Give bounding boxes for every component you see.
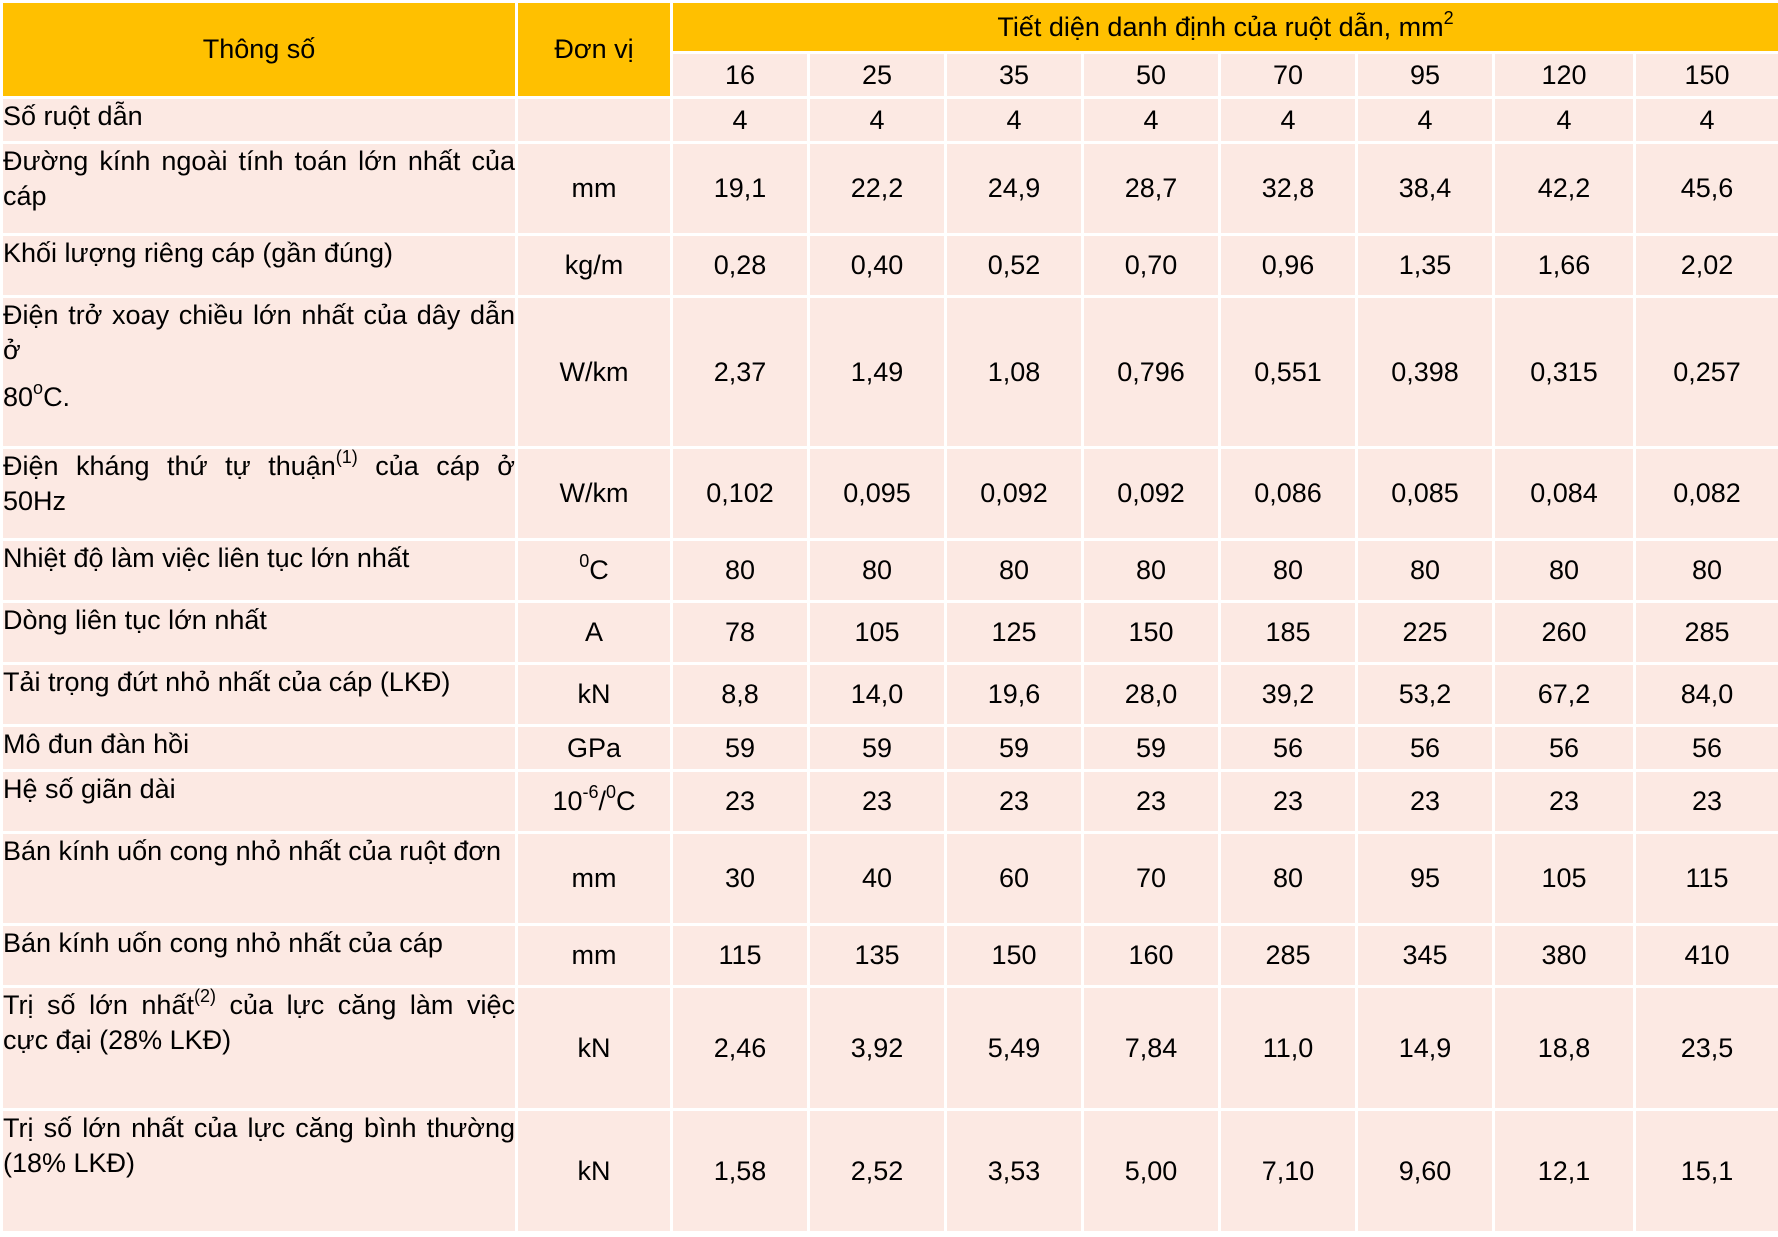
value-cell: 39,2 [1220, 664, 1357, 726]
value-cell: 185 [1220, 602, 1357, 664]
value-cell: 5,00 [1083, 1110, 1220, 1233]
unit-cell: kg/m [517, 235, 672, 297]
value-cell: 23 [809, 771, 946, 833]
table-row [2, 602, 1778, 664]
param-cell: Dòng liên tục lớn nhất [2, 602, 517, 664]
value-cell: 0,315 [1494, 297, 1635, 448]
value-cell: 67,2 [1494, 664, 1635, 726]
value-cell: 0,086 [1220, 448, 1357, 540]
value-cell: 56 [1357, 726, 1494, 771]
value-cell: 7,84 [1083, 987, 1220, 1110]
value-cell: 23 [1357, 771, 1494, 833]
value-cell: 38,4 [1357, 143, 1494, 235]
value-cell: 14,9 [1357, 987, 1494, 1110]
table-row [2, 235, 1778, 297]
value-cell: 125 [946, 602, 1083, 664]
param-cell: Mô đun đàn hồi [2, 726, 517, 771]
value-cell: 2,46 [672, 987, 809, 1110]
value-cell: 115 [1635, 833, 1778, 925]
value-cell: 160 [1083, 925, 1220, 987]
unit-slash: / [598, 786, 607, 816]
value-cell: 80 [1220, 540, 1357, 602]
param-cell: Bán kính uốn cong nhỏ nhất của ruột đơn [2, 833, 517, 925]
value-cell: 0,96 [1220, 235, 1357, 297]
param-cell: Nhiệt độ làm việc liên tục lớn nhất [2, 540, 517, 602]
value-cell: 115 [672, 925, 809, 987]
table-row [2, 726, 1778, 771]
unit-degree: 0 [606, 782, 617, 802]
unit-cell: kN [517, 664, 672, 726]
section-header [672, 2, 1778, 53]
value-cell: 80 [1220, 833, 1357, 925]
param-cell [2, 448, 517, 540]
table-row [2, 448, 1778, 540]
value-cell: 0,085 [1357, 448, 1494, 540]
value-cell: 0,551 [1220, 297, 1357, 448]
value-cell: 70 [1083, 833, 1220, 925]
value-cell: 7,10 [1220, 1110, 1357, 1233]
unit-base: 10 [552, 786, 583, 816]
param-cell [2, 987, 517, 1110]
value-cell: 4 [672, 98, 809, 143]
value-cell: 80 [1083, 540, 1220, 602]
size-header: 16 [672, 53, 809, 98]
unit-exponent: -6 [582, 782, 599, 802]
value-cell: 0,52 [946, 235, 1083, 297]
value-cell: 0,102 [672, 448, 809, 540]
value-cell: 285 [1220, 925, 1357, 987]
value-cell: 225 [1357, 602, 1494, 664]
param-text: Điện trở xoay chiều lớn nhất của dây dẫn ở [3, 300, 515, 365]
param-text: Điện kháng thứ tự thuận [3, 451, 336, 481]
unit-cell: GPa [517, 726, 672, 771]
value-cell: 2,02 [1635, 235, 1778, 297]
table-row [2, 98, 1778, 143]
size-header: 25 [809, 53, 946, 98]
unit-header: Đơn vị [517, 2, 672, 98]
param-text: Trị số lớn nhất [3, 990, 194, 1020]
value-cell: 1,49 [809, 297, 946, 448]
value-cell: 0,398 [1357, 297, 1494, 448]
value-cell: 59 [672, 726, 809, 771]
size-header: 70 [1220, 53, 1357, 98]
unit-text: C [589, 555, 609, 585]
unit-cell [517, 98, 672, 143]
unit-text: C [616, 786, 636, 816]
value-cell: 150 [946, 925, 1083, 987]
param-cell: Đường kính ngoài tính toán lớn nhất của cáp [2, 143, 517, 235]
value-cell: 3,53 [946, 1110, 1083, 1233]
value-cell: 8,8 [672, 664, 809, 726]
value-cell: 18,8 [1494, 987, 1635, 1110]
param-footnote-sup: (2) [193, 986, 216, 1006]
value-cell: 78 [672, 602, 809, 664]
value-cell: 30 [672, 833, 809, 925]
value-cell: 23 [1083, 771, 1220, 833]
param-cell [2, 297, 517, 448]
table-row [2, 925, 1778, 987]
param-text-tail: của cáp ở 50Hz [3, 451, 515, 516]
unit-cell: kN [517, 987, 672, 1110]
value-cell: 4 [946, 98, 1083, 143]
value-cell: 23 [1220, 771, 1357, 833]
value-cell: 19,6 [946, 664, 1083, 726]
section-title: Tiết diện danh định của ruột dẫn, mm [997, 11, 1444, 42]
param-text-tail [3, 380, 515, 415]
value-cell: 59 [809, 726, 946, 771]
unit-cell: A [517, 602, 672, 664]
param-cell: Trị số lớn nhất của lực căng bình thường (18% LKĐ) [2, 1110, 517, 1233]
table-row [2, 540, 1778, 602]
value-cell: 23,5 [1635, 987, 1778, 1110]
value-cell: 3,92 [809, 987, 946, 1110]
value-cell: 22,2 [809, 143, 946, 235]
value-cell: 0,095 [809, 448, 946, 540]
unit-cell [517, 540, 672, 602]
value-cell: 23 [946, 771, 1083, 833]
value-cell: 4 [809, 98, 946, 143]
param-temp-unit: C. [43, 382, 71, 412]
value-cell: 95 [1357, 833, 1494, 925]
value-cell: 285 [1635, 602, 1778, 664]
table-row [2, 833, 1778, 925]
value-cell: 56 [1220, 726, 1357, 771]
param-cell: Số ruột dẫn [2, 98, 517, 143]
unit-cell: kN [517, 1110, 672, 1233]
value-cell: 23 [1635, 771, 1778, 833]
param-cell: Khối lượng riêng cáp (gần đúng) [2, 235, 517, 297]
unit-cell: W/km [517, 448, 672, 540]
value-cell: 1,35 [1357, 235, 1494, 297]
size-header: 95 [1357, 53, 1494, 98]
value-cell: 56 [1494, 726, 1635, 771]
value-cell: 345 [1357, 925, 1494, 987]
value-cell: 0,092 [1083, 448, 1220, 540]
param-temp: 80 [3, 382, 34, 412]
size-header: 50 [1083, 53, 1220, 98]
value-cell: 60 [946, 833, 1083, 925]
value-cell: 410 [1635, 925, 1778, 987]
unit-cell: mm [517, 143, 672, 235]
value-cell: 0,28 [672, 235, 809, 297]
value-cell: 80 [1494, 540, 1635, 602]
value-cell: 11,0 [1220, 987, 1357, 1110]
unit-cell: W/km [517, 297, 672, 448]
unit-cell: mm [517, 833, 672, 925]
value-cell: 0,084 [1494, 448, 1635, 540]
size-header: 150 [1635, 53, 1778, 98]
value-cell: 32,8 [1220, 143, 1357, 235]
value-cell: 4 [1220, 98, 1357, 143]
param-cell: Bán kính uốn cong nhỏ nhất của cáp [2, 925, 517, 987]
value-cell: 80 [672, 540, 809, 602]
param-footnote-sup: (1) [335, 447, 358, 467]
section-title-sup: 2 [1443, 7, 1454, 28]
value-cell: 1,08 [946, 297, 1083, 448]
value-cell: 42,2 [1494, 143, 1635, 235]
value-cell: 15,1 [1635, 1110, 1778, 1233]
value-cell: 1,58 [672, 1110, 809, 1233]
value-cell: 45,6 [1635, 143, 1778, 235]
value-cell: 135 [809, 925, 946, 987]
param-header: Thông số [2, 2, 517, 98]
header-row-1 [2, 2, 1778, 53]
unit-sup: 0 [579, 551, 590, 571]
param-text-tail: của lực căng làm việc cực đại (28% LKĐ) [3, 990, 515, 1055]
table-row [2, 664, 1778, 726]
table-row [2, 987, 1778, 1110]
value-cell: 105 [1494, 833, 1635, 925]
table-row [2, 143, 1778, 235]
param-cell: Hệ số giãn dài [2, 771, 517, 833]
value-cell: 0,796 [1083, 297, 1220, 448]
value-cell: 80 [1357, 540, 1494, 602]
table-row [2, 1110, 1778, 1233]
value-cell: 1,66 [1494, 235, 1635, 297]
value-cell: 4 [1494, 98, 1635, 143]
value-cell: 84,0 [1635, 664, 1778, 726]
value-cell: 59 [1083, 726, 1220, 771]
size-header: 35 [946, 53, 1083, 98]
value-cell: 150 [1083, 602, 1220, 664]
value-cell: 80 [809, 540, 946, 602]
size-header: 120 [1494, 53, 1635, 98]
value-cell: 2,37 [672, 297, 809, 448]
value-cell: 12,1 [1494, 1110, 1635, 1233]
value-cell: 380 [1494, 925, 1635, 987]
value-cell: 105 [809, 602, 946, 664]
table-row [2, 297, 1778, 448]
value-cell: 40 [809, 833, 946, 925]
table-row [2, 771, 1778, 833]
param-cell: Tải trọng đứt nhỏ nhất của cáp (LKĐ) [2, 664, 517, 726]
unit-cell [517, 771, 672, 833]
value-cell: 19,1 [672, 143, 809, 235]
value-cell: 59 [946, 726, 1083, 771]
value-cell: 0,257 [1635, 297, 1778, 448]
value-cell: 0,082 [1635, 448, 1778, 540]
unit-cell: mm [517, 925, 672, 987]
value-cell: 28,7 [1083, 143, 1220, 235]
value-cell: 24,9 [946, 143, 1083, 235]
value-cell: 0,40 [809, 235, 946, 297]
param-temp-sup: o [33, 378, 44, 398]
value-cell: 2,52 [809, 1110, 946, 1233]
value-cell: 56 [1635, 726, 1778, 771]
value-cell: 23 [672, 771, 809, 833]
value-cell: 0,70 [1083, 235, 1220, 297]
value-cell: 4 [1635, 98, 1778, 143]
value-cell: 14,0 [809, 664, 946, 726]
value-cell: 28,0 [1083, 664, 1220, 726]
value-cell: 5,49 [946, 987, 1083, 1110]
value-cell: 260 [1494, 602, 1635, 664]
value-cell: 9,60 [1357, 1110, 1494, 1233]
value-cell: 23 [1494, 771, 1635, 833]
value-cell: 80 [946, 540, 1083, 602]
value-cell: 0,092 [946, 448, 1083, 540]
value-cell: 4 [1357, 98, 1494, 143]
value-cell: 80 [1635, 540, 1778, 602]
value-cell: 53,2 [1357, 664, 1494, 726]
value-cell: 4 [1083, 98, 1220, 143]
